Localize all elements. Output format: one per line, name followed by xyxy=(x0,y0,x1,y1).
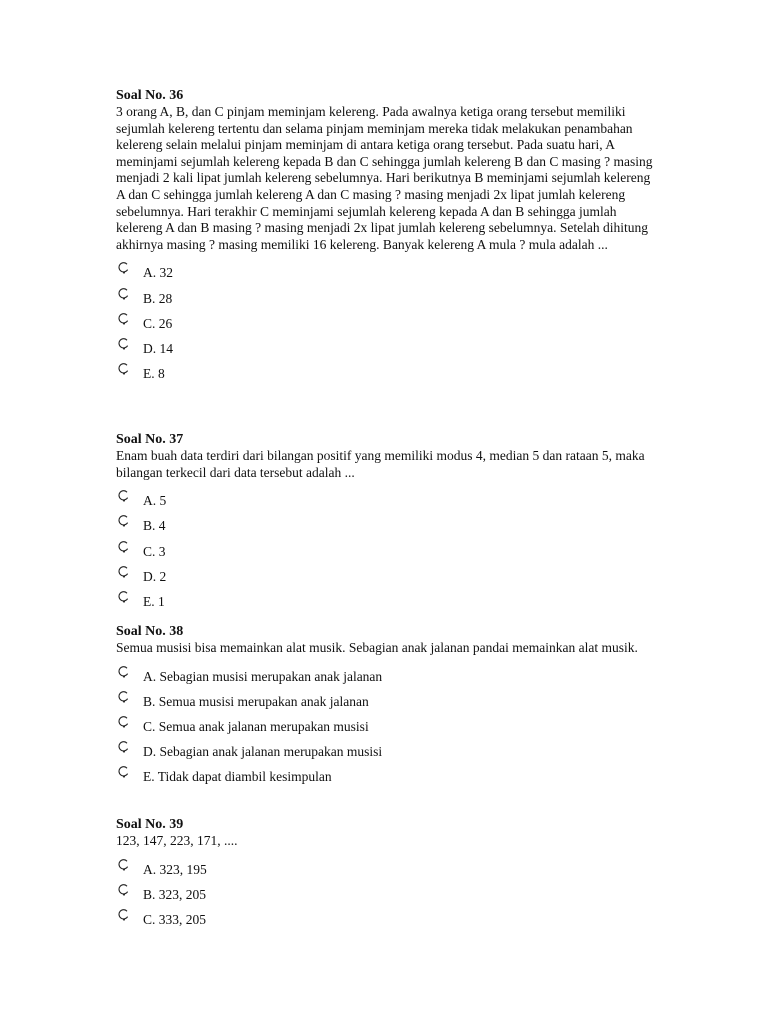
answer-options xyxy=(116,257,656,383)
radio-button-icon[interactable] xyxy=(117,562,131,576)
answer-option[interactable]: B. 323, 205 xyxy=(116,879,656,904)
answer-option[interactable]: C. 333, 205 xyxy=(116,904,656,929)
answer-options xyxy=(116,854,656,930)
answer-option[interactable]: A. 323, 195 xyxy=(116,854,656,879)
question-37 xyxy=(116,431,656,611)
answer-options xyxy=(116,661,656,787)
radio-button-icon[interactable] xyxy=(117,880,131,894)
radio-button-icon[interactable] xyxy=(117,537,131,551)
radio-button-icon[interactable] xyxy=(117,762,131,776)
radio-button-icon[interactable] xyxy=(117,737,131,751)
answer-option[interactable]: D. 2 xyxy=(116,561,656,586)
radio-button-icon[interactable] xyxy=(117,905,131,919)
radio-button-icon[interactable] xyxy=(117,687,131,701)
answer-option[interactable]: B. 4 xyxy=(116,510,656,535)
question-text: 3 orang A, B, dan C pinjam meminjam kelereng. Pada awalnya ketiga orang tersebut memiliki sejumlah kelereng tertentu dan selama pinjam meminjam mereka tidak melakukan penambahan kelereng selain melalui pinjam meminjam di antara ketiga orang tersebut. Pada suatu hari, A meminjami sejumlah kelereng kepada B dan C sehingga jumlah kelereng B dan C masing ? masing menjadi 2 kali lipat jumlah kelereng sebelumnya. Hari berikutnya B meminjami sejumlah kelereng A dan C sehingga jumlah kelereng A dan C masing ? masing menjadi 2x lipat jumlah kelereng sebelumnya. Hari terakhir C meminjami sejumlah kelereng kepada A dan B sehingga jumlah kelereng A dan B masing ? masing menjadi 2x lipat jumlah kelereng sebelumnya. Setelah dihitung akhirnya masing ? masing memiliki 16 kelereng. Banyak kelereng A mula ? mula adalah ... xyxy=(116,104,653,252)
answer-option[interactable]: B. 28 xyxy=(116,283,656,308)
answer-option[interactable]: C. 26 xyxy=(116,308,656,333)
radio-button-icon[interactable] xyxy=(117,486,131,500)
radio-button-icon[interactable] xyxy=(117,855,131,869)
question-title: Soal No. 36 xyxy=(116,88,184,103)
answer-option[interactable]: A. 32 xyxy=(116,257,656,282)
answer-option[interactable]: C. 3 xyxy=(116,536,656,561)
answer-option[interactable]: D. 14 xyxy=(116,333,656,358)
radio-button-icon[interactable] xyxy=(117,309,131,323)
answer-option[interactable]: A. 5 xyxy=(116,485,656,510)
radio-button-icon[interactable] xyxy=(117,258,131,272)
answer-options xyxy=(116,485,656,611)
question-text: 123, 147, 223, 171, .... xyxy=(116,833,238,848)
question-text: Semua musisi bisa memainkan alat musik. Sebagian anak jalanan pandai memainkan alat musik. xyxy=(116,640,638,655)
answer-option[interactable]: E. Tidak dapat diambil kesimpulan xyxy=(116,761,656,786)
radio-button-icon[interactable] xyxy=(117,587,131,601)
question-title: Soal No. 39 xyxy=(116,817,184,832)
radio-button-icon[interactable] xyxy=(117,359,131,373)
question-36 xyxy=(116,87,656,383)
radio-button-icon[interactable] xyxy=(117,284,131,298)
question-text: Enam buah data terdiri dari bilangan positif yang memiliki modus 4, median 5 dan rataan 5, maka bilangan terkecil dari data tersebut adalah ... xyxy=(116,448,645,480)
answer-option[interactable]: A. Sebagian musisi merupakan anak jalanan xyxy=(116,661,656,686)
answer-option[interactable]: D. Sebagian anak jalanan merupakan musisi xyxy=(116,736,656,761)
answer-option[interactable]: B. Semua musisi merupakan anak jalanan xyxy=(116,686,656,711)
radio-button-icon[interactable] xyxy=(117,511,131,525)
answer-option[interactable]: C. Semua anak jalanan merupakan musisi xyxy=(116,711,656,736)
question-39 xyxy=(116,816,656,929)
question-38 xyxy=(116,623,656,787)
question-title: Soal No. 38 xyxy=(116,624,184,639)
radio-button-icon[interactable] xyxy=(117,712,131,726)
radio-button-icon[interactable] xyxy=(117,662,131,676)
answer-option[interactable]: E. 8 xyxy=(116,358,656,383)
answer-option[interactable]: E. 1 xyxy=(116,586,656,611)
question-title: Soal No. 37 xyxy=(116,432,184,447)
radio-button-icon[interactable] xyxy=(117,334,131,348)
